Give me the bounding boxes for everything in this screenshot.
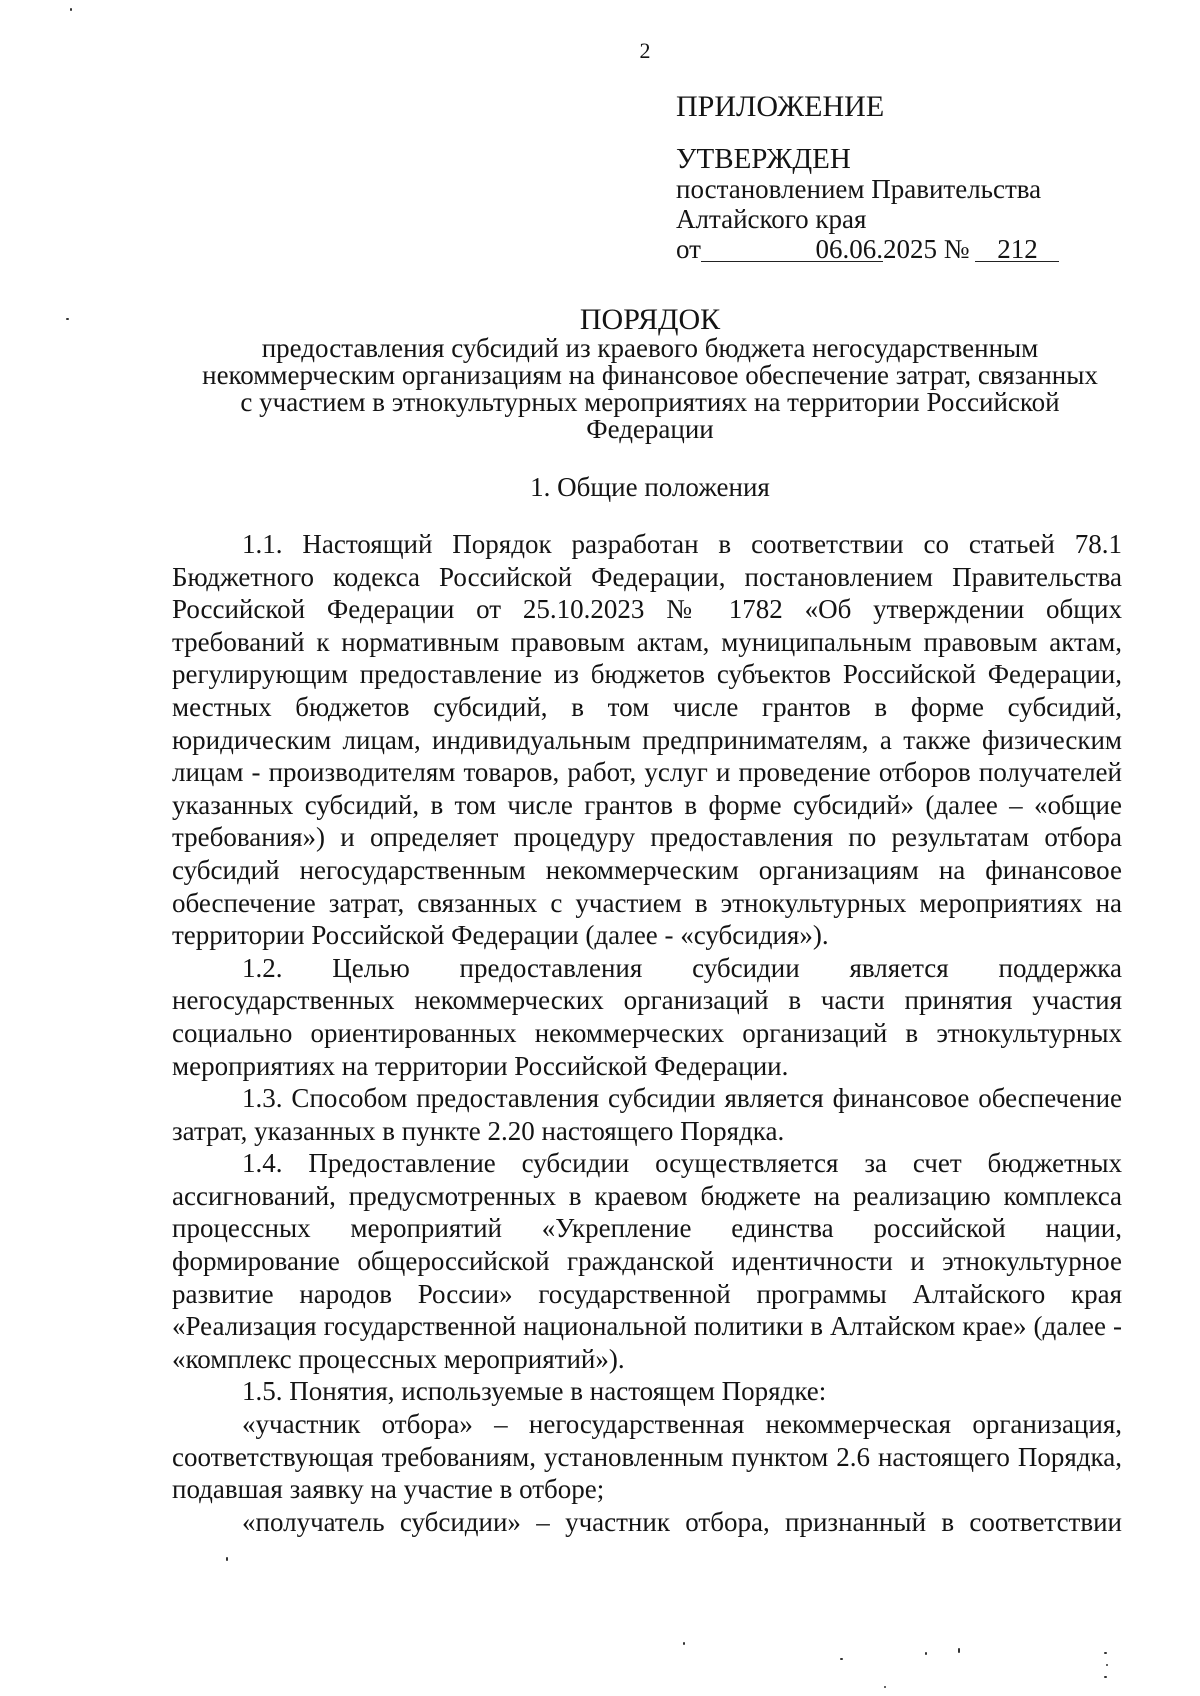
scan-speck [70,8,72,11]
approval-block [676,92,1096,264]
date-field [701,234,883,264]
number-field [975,234,1059,264]
scan-speck [683,1642,685,1645]
approved-label: УТВЕРЖДЕН [676,143,851,175]
page-number: 2 [639,38,651,63]
scan-speck [1104,1652,1107,1654]
paragraph-1-2: 1.2. Целью предоставления субсидии является поддержка негосударственных некоммерческих организаций в части принятия участия социально ориентированных некоммерческих организаций в этнокультурных мероприятиях на территории Российской Федерации. [172,952,1122,1081]
definition-participant: «участник отбора» – негосударственная некоммерческая организация, соответствующая требованиям, установленным пунктом 2.6 настоящего Порядка, подавшая заявку на участие в отборе; [172,1409,1122,1505]
paragraph-1-4: 1.4. Предоставление субсидии осуществляется за счет бюджетных ассигнований, предусмотренных в краевом бюджете на реализацию комплекса процессных мероприятий «Укрепление единства российской нации, формирование общероссийской гражданской идентичности и этнокультурное развитие народов России» государственной программы Алтайского края «Реализация государственной национальной политики в Алтайском крае» (далее - «комплекс процессных мероприятий»). [172,1148,1122,1374]
number-value: 212 [997,234,1038,264]
scan-speck [840,1658,843,1660]
definition-recipient: «получатель субсидии» – участник отбора, признанный в соответствии [242,1506,1122,1537]
title-line-2: некоммерческим организациям на финансовое обеспечение затрат, связанных [202,360,1098,390]
paragraph-1-1: 1.1. Настоящий Порядок разработан в соответствии со статьей 78.1 Бюджетного кодекса Российской Федерации, постановлением Правительства Российской Федерации от 25.10.2023 № 1782 «Об утверждении общих требований к нормативным правовым актам, муниципальным правовым актам, регулирующим предоставление из бюджетов субъектов Российской Федерации, местных бюджетов субсидий, в том числе грантов в форме субсидий, юридическим лицам, индивидуальным предпринимателям, а также физическим лицам - производителям товаров, работ, услуг и проведение отборов получателей указанных субсидий, в том числе грантов в форме субсидий» (далее – «общие требования») и определяет процедуру предоставления по результатам отбора субсидий негосударственным некоммерческим организациям на финансовое обеспечение затрат, связанных с участием в этнокультурных мероприятиях на территории Российской Федерации (далее - «субсидия»). [172,529,1122,951]
title-line-1: предоставления субсидий из краевого бюджета негосударственным [261,333,1039,363]
scan-speck [66,318,69,320]
approval-line-1: постановлением Правительства [676,174,1042,204]
paragraph-1-3: 1.3. Способом предоставления субсидии является финансовое обеспечение затрат, указанных в пункте 2.20 настоящего Порядка. [172,1083,1122,1146]
title-line-4: Федерации [586,414,714,444]
date-prefix: от [676,234,701,264]
date-value: 06.06. [815,234,883,264]
document-body [172,528,1122,1538]
paragraph-1-5: 1.5. Понятия, используемые в настоящем Порядке: [242,1376,827,1407]
scan-speck [226,1557,228,1561]
scan-speck [1104,1676,1107,1678]
year-text: 2025 № [882,234,970,264]
scan-speck [925,1652,927,1655]
title-line-3: с участием в этнокультурных мероприятиях на территории Российской [240,387,1060,417]
scan-speck [958,1648,960,1653]
document-title-block [160,303,1140,444]
appendix-label: ПРИЛОЖЕНИЕ [676,90,885,123]
approval-date-line [676,234,1096,264]
section-heading: 1. Общие положения [530,472,770,502]
scan-speck [1106,1664,1108,1666]
approval-line-2: Алтайского края [676,204,867,234]
document-title: ПОРЯДОК [579,303,721,336]
scan-speck [884,1686,886,1688]
